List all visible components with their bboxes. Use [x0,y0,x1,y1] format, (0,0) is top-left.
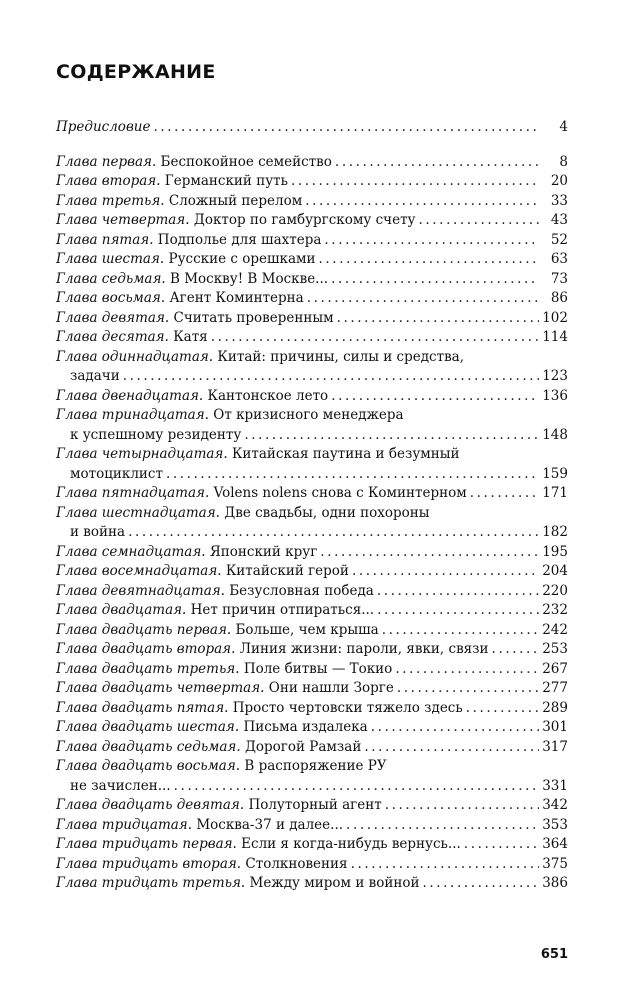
chapter-title: Если я когда-нибудь вернусь... [241,836,461,852]
dot-leader [331,270,539,290]
toc-line [56,309,568,329]
toc-entry [56,855,568,875]
chapter-label: Глава вторая. [56,173,161,189]
chapter-title-continuation: задачи [70,368,120,384]
page-ref: 43 [550,212,568,228]
toc-line [56,543,568,563]
toc-line [56,426,568,446]
toc-line [56,718,568,738]
chapter-title: Они нашли Зорге [268,680,394,696]
chapter-label: Глава тридцать первая. [56,836,237,852]
dot-leader [382,621,539,641]
chapter-title: Столкновения [245,855,348,872]
chapter-label: Глава девятая. [56,309,170,326]
toc-entry [56,270,568,290]
chapter-label: Глава двадцать первая. [56,621,232,638]
page-ref: 242 [542,621,568,638]
toc-line [56,484,568,504]
chapter-label: Глава шестая. [56,251,165,267]
chapter-title: Дорогой Рамзай [244,738,362,755]
toc-line [56,601,568,621]
chapter-title: Нет причин отпираться... [190,602,375,618]
page-ref: 123 [542,368,568,384]
chapter-title-continuation: мотоциклист [70,465,163,482]
toc-line [56,406,568,426]
toc-entry [56,348,568,387]
chapter-title: Полуторный агент [248,797,382,813]
dot-leader [153,118,539,138]
chapter-title: Письма издалека [243,719,368,735]
toc-line [56,562,568,582]
chapter-title: Китайская паутина и безумный [231,446,460,462]
toc-entry [56,582,568,602]
chapter-label: Глава двадцать пятая. [56,699,229,716]
dot-leader [337,309,539,329]
toc-line [56,211,568,231]
chapter-label: Глава восьмая. [56,290,166,306]
dot-leader [166,465,539,485]
toc-entry [56,601,568,621]
chapter-label: Глава двадцать восьмая. [56,758,241,774]
page-ref: 52 [550,231,568,248]
toc-entry [56,484,568,504]
chapter-label: Глава седьмая. [56,270,166,287]
toc-entry [56,445,568,484]
chapter-title: Между миром и войной [249,875,420,891]
page-ref: 267 [542,660,568,677]
toc-entry [56,153,568,173]
page-ref: 342 [542,797,568,813]
page-ref: 102 [542,309,568,326]
toc-line [56,192,568,212]
dot-leader [211,328,539,348]
dot-leader [377,582,539,602]
chapter-label: Глава двадцатая. [56,602,187,618]
toc-entry [56,679,568,699]
chapter-title: Китайский герой [225,563,349,579]
page-ref: 220 [542,582,568,599]
toc-line [56,738,568,758]
dot-leader [346,816,539,836]
chapter-label: Глава восемнадцатая. [56,563,222,579]
page-ref: 253 [542,641,568,657]
page-ref: 136 [542,387,568,404]
toc-line [56,640,568,660]
toc-line [56,465,568,485]
dot-leader [466,699,539,719]
dot-leader [307,289,539,309]
page-ref: 331 [542,777,568,794]
chapter-title-continuation: и война [70,524,126,540]
page-ref: 171 [542,485,568,501]
dot-leader [364,738,539,758]
dot-leader [377,601,539,621]
page-number: 651 [540,947,568,962]
toc-entry [56,172,568,192]
toc-line [56,289,568,309]
toc-line [56,855,568,875]
dot-leader [244,426,539,446]
toc-entry [56,504,568,543]
chapter-title-continuation: не зачислен... [70,777,171,794]
toc-line [56,621,568,641]
dot-leader [395,660,539,680]
page-ref: 375 [542,855,568,872]
chapter-label: Глава шестнадцатая. [56,504,220,521]
chapter-label: Глава четырнадцатая. [56,446,228,462]
page-ref: 86 [550,290,568,306]
page-ref: 114 [542,329,568,345]
toc-line [56,874,568,894]
toc-entry [56,231,568,251]
dot-leader [174,777,539,797]
chapter-title: Доктор по гамбургскому счету [193,212,416,228]
page-ref: 33 [550,192,568,209]
toc-line [56,757,568,777]
chapter-label: Глава тридцать вторая. [56,855,242,872]
dot-leader [352,562,539,582]
page-ref: 386 [542,875,568,891]
toc-line [56,582,568,602]
toc-line [56,153,568,173]
chapter-label: Глава десятая. [56,329,169,345]
dot-leader [397,679,539,699]
chapter-label: Глава одиннадцатая. [56,348,214,365]
toc-entry [56,289,568,309]
toc-entry [56,699,568,719]
page-ref: 204 [542,563,568,579]
chapter-title: Сложный перелом [168,192,303,209]
chapter-title: Германский путь [164,173,288,189]
chapter-title: Русские с орешками [168,251,316,267]
toc-line [56,777,568,797]
dot-leader [128,523,539,543]
toc-entry [56,796,568,816]
page-ref: 364 [542,836,568,852]
chapter-label: Глава двадцать вторая. [56,641,236,657]
dot-leader [335,153,539,173]
toc-line [56,348,568,368]
page-ref: 148 [542,426,568,443]
toc-line [56,270,568,290]
toc-line [56,523,568,543]
dot-leader [324,231,539,251]
chapter-title: Больше, чем крыша [235,621,379,638]
toc-entry [56,660,568,680]
chapter-title-continuation: к успешному резиденту [70,426,242,443]
chapter-title: Кантонское лето [207,387,329,404]
dot-leader [385,796,539,816]
toc-entry [56,757,568,796]
chapter-title: Две свадьбы, одни похороны [224,504,430,521]
dot-leader [305,192,539,212]
chapter-label: Глава двадцать третья. [56,660,240,677]
page-ref: 182 [542,524,568,540]
chapter-title: Просто чертовски тяжело здесь [232,699,463,716]
toc-entry [56,835,568,855]
toc-line [56,679,568,699]
toc-line [56,504,568,524]
dot-leader [291,172,539,192]
toc-entry [56,250,568,270]
page-ref: 195 [542,543,568,560]
toc-line [56,699,568,719]
toc-line [56,231,568,251]
toc-entry [56,406,568,445]
chapter-title: Москва-37 и далее... [196,816,344,833]
toc-entry [56,621,568,641]
chapter-title: В распоряжение РУ [244,758,387,774]
chapter-label: Глава пятая. [56,231,154,248]
chapter-label: Глава двадцать седьмая. [56,738,241,755]
toc-entry [56,718,568,738]
dot-leader [464,835,539,855]
chapter-title: Volens nolens снова с Коминтерном [213,485,467,501]
toc-entry [56,211,568,231]
dot-leader [351,855,539,875]
toc-line [56,250,568,270]
chapter-label: Глава тринадцатая. [56,407,209,423]
chapter-label: Глава пятнадцатая. [56,485,210,501]
toc-line [56,660,568,680]
dot-leader [319,250,539,270]
chapter-label: Глава третья. [56,192,165,209]
chapter-title: В Москву! В Москве... [170,270,329,287]
page-ref: 63 [550,251,568,267]
chapter-label: Предисловие [56,119,151,135]
chapter-title: Безусловная победа [229,582,374,599]
page-ref: 8 [559,153,568,170]
chapter-label: Глава семнадцатая. [56,543,206,560]
dot-leader [419,211,540,231]
chapter-title: Японский круг [209,543,318,560]
toc-line [56,328,568,348]
toc-entry [56,192,568,212]
toc-entry [56,562,568,582]
toc-entry [56,328,568,348]
toc-line [56,445,568,465]
chapter-label: Глава девятнадцатая. [56,582,225,599]
chapter-label: Глава четвертая. [56,212,190,228]
toc-line [56,387,568,407]
toc-line [56,796,568,816]
chapter-label: Глава двенадцатая. [56,387,204,404]
page-ref: 317 [542,738,568,755]
dot-leader [371,718,539,738]
chapter-label: Глава первая. [56,153,157,170]
chapter-title: Катя [173,329,208,345]
chapter-title: Агент Коминтерна [169,290,304,306]
dot-leader [320,543,539,563]
toc-entry [56,874,568,894]
toc-line [56,367,568,387]
page-ref: 232 [542,602,568,618]
page-ref: 289 [542,699,568,716]
chapter-title: Китай: причины, силы и средства, [217,348,465,365]
page-ref: 301 [542,719,568,735]
toc-entry [56,309,568,329]
toc-entry [56,738,568,758]
chapter-title: Линия жизни: пароли, явки, связи [239,641,489,657]
toc-entry [56,816,568,836]
page-ref: 20 [550,173,568,189]
page-ref: 277 [542,680,568,696]
dot-leader [422,874,539,894]
page-title: СОДЕРЖАНИЕ [56,61,216,83]
toc-line [56,835,568,855]
chapter-title: Подполье для шахтера [157,231,322,248]
chapter-label: Глава тридцать третья. [56,875,246,891]
chapter-title: Поле битвы — Токио [243,660,393,677]
table-of-contents [56,118,568,894]
page-ref: 4 [559,119,568,135]
chapter-label: Глава тридцатая. [56,816,193,833]
page-ref: 353 [542,816,568,833]
chapter-label: Глава двадцать четвертая. [56,680,265,696]
toc-entry [56,640,568,660]
toc-line [56,172,568,192]
dot-leader [123,367,539,387]
dot-leader [470,484,539,504]
toc-line [56,816,568,836]
page-ref: 159 [542,465,568,482]
page-ref: 73 [550,270,568,287]
chapter-label: Глава двадцать шестая. [56,719,240,735]
chapter-label: Глава двадцать девятая. [56,797,245,813]
toc-entry [56,387,568,407]
chapter-title: Считать проверенным [173,309,334,326]
chapter-title: От кризисного менеджера [213,407,404,423]
toc-line [56,118,568,138]
toc-entry [56,543,568,563]
dot-leader [492,640,539,660]
chapter-title: Беспокойное семейство [160,153,332,170]
toc-entry [56,118,568,138]
dot-leader [331,387,539,407]
